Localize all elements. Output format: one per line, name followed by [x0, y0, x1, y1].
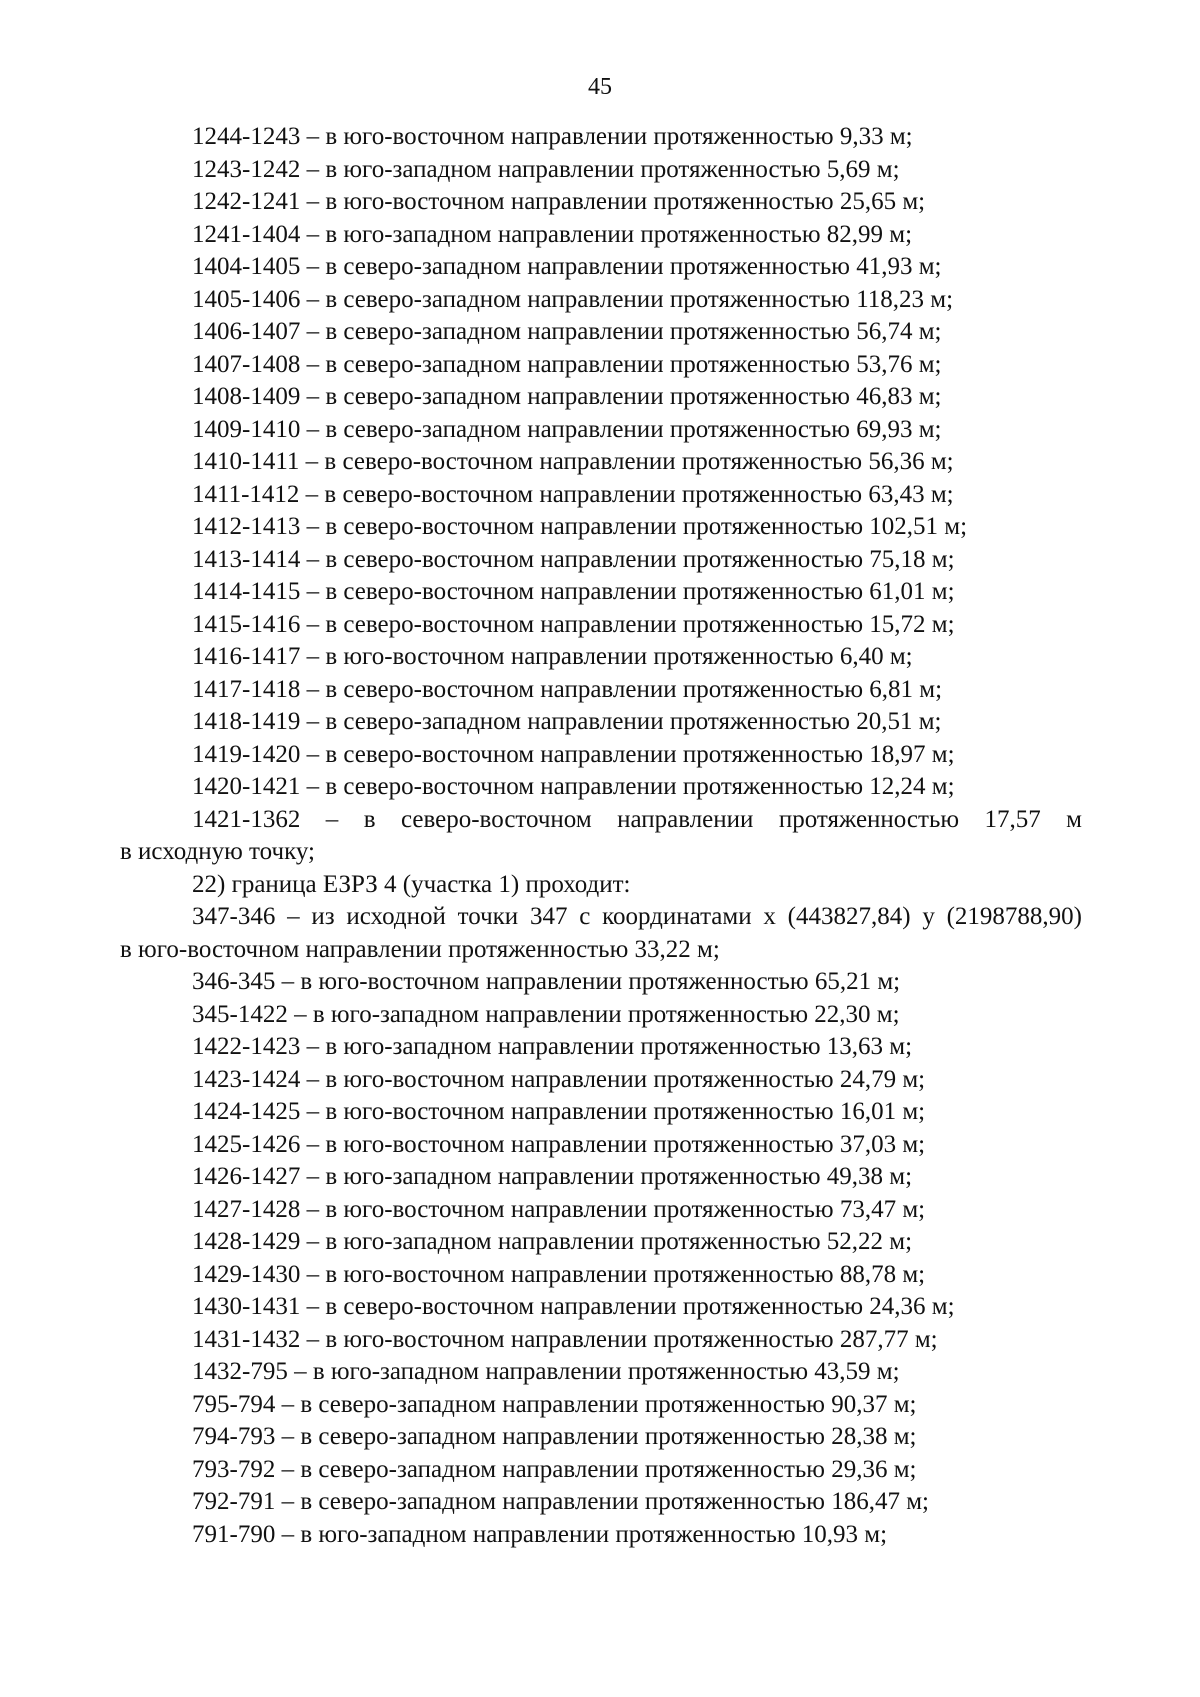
boundary-line: 1423-1424 – в юго-восточном направлении протяженностью 24,79 м;	[192, 1065, 926, 1093]
boundary-line: 1429-1430 – в юго-восточном направлении протяженностью 88,78 м;	[192, 1260, 926, 1288]
boundary-line: 1428-1429 – в юго-западном направлении протяженностью 52,22 м;	[192, 1228, 913, 1255]
boundary-line: 1409-1410 – в северо-западном направлении протяженностью 69,93 м;	[192, 415, 942, 443]
boundary-line: 1241-1404 – в юго-западном направлении протяженностью 82,99 м;	[192, 220, 913, 248]
boundary-line: 1424-1425 – в юго-восточном направлении протяженностью 16,01 м;	[192, 1098, 926, 1125]
boundary-line: 793-792 – в северо-западном направлении протяженностью 29,36 м;	[192, 1455, 917, 1483]
page-number: 45	[588, 74, 612, 100]
boundary-line: 1426-1427 – в юго-западном направлении протяженностью 49,38 м;	[192, 1163, 913, 1190]
boundary-line: 1418-1419 – в северо-западном направлении протяженностью 20,51 м;	[192, 708, 942, 735]
boundary-line: 1430-1431 – в северо-восточном направлении протяженностью 24,36 м;	[192, 1293, 955, 1320]
boundary-line-continuation: в юго-восточном направлении протяженностью 33,22 м;	[120, 935, 720, 963]
document-body	[120, 121, 1082, 1551]
boundary-line: 1412-1413 – в северо-восточном направлении протяженностью 102,51 м;	[192, 513, 968, 540]
boundary-line: 1413-1414 – в северо-восточном направлении протяженностью 75,18 м;	[192, 545, 955, 573]
boundary-line: 1243-1242 – в юго-западном направлении протяженностью 5,69 м;	[192, 155, 900, 183]
boundary-line-justified: 347-346 – из исходной точки 347 с координатами x (443827,84) y (2198788,90)	[192, 903, 1082, 930]
boundary-line: 1408-1409 – в северо-западном направлении протяженностью 46,83 м;	[192, 383, 942, 410]
boundary-line: 791-790 – в юго-западном направлении протяженностью 10,93 м;	[192, 1520, 888, 1548]
boundary-line: 1416-1417 – в юго-восточном направлении протяженностью 6,40 м;	[192, 643, 913, 670]
boundary-line: 1415-1416 – в северо-восточном направлении протяженностью 15,72 м;	[192, 610, 955, 638]
boundary-line: 346-345 – в юго-восточном направлении протяженностью 65,21 м;	[192, 968, 901, 995]
boundary-line: 1425-1426 – в юго-восточном направлении протяженностью 37,03 м;	[192, 1130, 926, 1158]
boundary-line: 1406-1407 – в северо-западном направлении протяженностью 56,74 м;	[192, 318, 942, 345]
boundary-line-continuation: в исходную точку;	[120, 838, 315, 865]
boundary-line: 1242-1241 – в юго-восточном направлении протяженностью 25,65 м;	[192, 188, 926, 215]
boundary-line: 1414-1415 – в северо-восточном направлении протяженностью 61,01 м;	[192, 578, 955, 605]
boundary-line: 795-794 – в северо-западном направлении протяженностью 90,37 м;	[192, 1390, 917, 1418]
boundary-line: 1404-1405 – в северо-западном направлении протяженностью 41,93 м;	[192, 253, 942, 280]
section-header: 22) граница ЕЗРЗ 4 (участка 1) проходит:	[192, 870, 631, 898]
boundary-line: 1431-1432 – в юго-восточном направлении протяженностью 287,77 м;	[192, 1325, 938, 1353]
boundary-line: 1410-1411 – в северо-восточном направлении протяженностью 56,36 м;	[192, 448, 954, 475]
boundary-line: 1407-1408 – в северо-западном направлении протяженностью 53,76 м;	[192, 350, 942, 378]
boundary-line: 1427-1428 – в юго-восточном направлении протяженностью 73,47 м;	[192, 1195, 926, 1223]
boundary-line: 1411-1412 – в северо-восточном направлении протяженностью 63,43 м;	[192, 480, 954, 508]
boundary-line: 1420-1421 – в северо-восточном направлении протяженностью 12,24 м;	[192, 773, 955, 800]
boundary-line-justified: 1421-1362 – в северо-восточном направлении протяженностью 17,57 м	[192, 805, 1082, 833]
boundary-line: 794-793 – в северо-западном направлении протяженностью 28,38 м;	[192, 1423, 917, 1450]
boundary-line: 1417-1418 – в северо-восточном направлении протяженностью 6,81 м;	[192, 675, 943, 703]
boundary-line: 1432-795 – в юго-западном направлении протяженностью 43,59 м;	[192, 1358, 900, 1385]
boundary-line: 792-791 – в северо-западном направлении протяженностью 186,47 м;	[192, 1488, 929, 1515]
boundary-line: 345-1422 – в юго-западном направлении протяженностью 22,30 м;	[192, 1000, 900, 1028]
boundary-line: 1405-1406 – в северо-западном направлении протяженностью 118,23 м;	[192, 285, 954, 313]
boundary-line: 1244-1243 – в юго-восточном направлении протяженностью 9,33 м;	[192, 123, 913, 150]
boundary-line: 1419-1420 – в северо-восточном направлении протяженностью 18,97 м;	[192, 740, 955, 768]
boundary-line: 1422-1423 – в юго-западном направлении протяженностью 13,63 м;	[192, 1033, 913, 1060]
